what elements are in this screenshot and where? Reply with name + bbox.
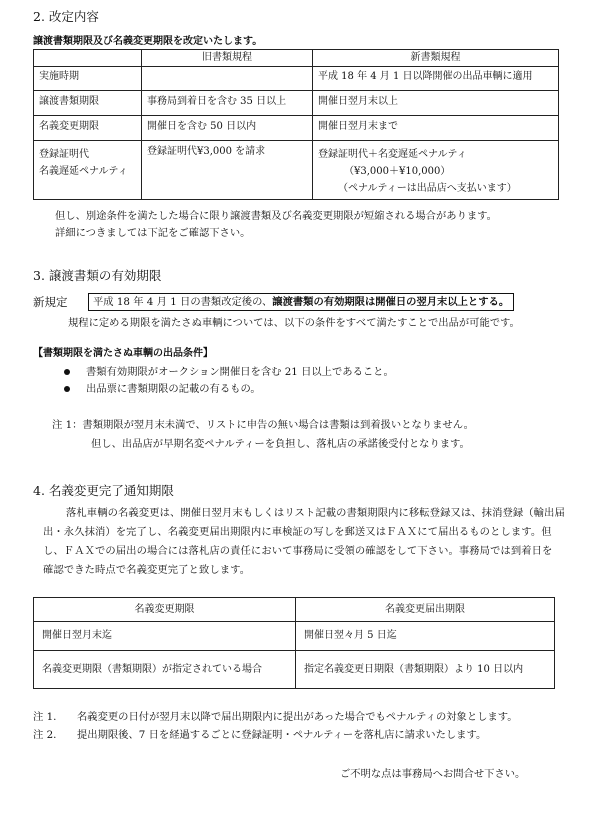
row-label: 登録証明代 (39, 149, 89, 160)
row-new-2: （¥3,000＋¥10,000） (344, 166, 451, 177)
table-row (34, 622, 555, 651)
deadline-table-header-2: 名義変更届出期限 (296, 598, 555, 622)
row-label-2: 名義遅延ペナルティ (39, 166, 128, 177)
section-4-line-4: 確認できた時点で名義変更完了と致します。 (43, 564, 251, 576)
section-4-line-1: 落札車輌の名義変更は、開催日翌月末もしくはリスト記載の書類期限内に移転登録又は、抹消登録（輸出届 (66, 507, 565, 519)
row-new: 平成 18 年 4 月 1 日以降開催の出品車輌に適用 (313, 67, 559, 91)
rule-text: 規程に定める期限を満たさぬ車輌については、以下の条件をすべて満たすことで出品が可能です。 (68, 317, 520, 329)
revision-table-header-empty (34, 50, 142, 67)
section-3-note-2: 但し、出品店が早期名変ペナルティーを負担し、落札店の承諾後受付となります。 (91, 438, 470, 450)
row-old: 登録証明代¥3,000 を請求 (142, 141, 313, 200)
row-old: 事務局到着日を含む 35 日以上 (142, 91, 313, 116)
footer-contact: ご不明な点は事務局へお問合せ下さい。 (340, 768, 526, 780)
section-4-note-1-text: 名義変更の日付が翌月末以降で届出期限内に提出があった場合でもペナルティの対象とします。 (77, 711, 518, 723)
deadline-cell: 開催日翌々月 5 日迄 (296, 622, 555, 651)
section-3-note-1: 注 1：書類期限が翌月末未満で、リストに申告の無い場合は書類は到着扱いとなりません。 (52, 419, 474, 431)
section-2-note-2: 詳細につきましては下記をご確認下さい。 (55, 227, 251, 239)
revision-table-header-old: 旧書類規程 (142, 50, 313, 67)
section-2-note-1: 但し、別途条件を満たした場合に限り譲渡書類及び名義変更期限が短縮される場合があります。 (55, 210, 497, 222)
table-row (34, 116, 559, 141)
condition-item-2: 出品票に書類期限の記載の有るもの。 (86, 383, 261, 395)
condition-title: 【書類期限を満たさぬ車輌の出品条件】 (33, 348, 213, 359)
deadline-cell: 開催日翌月末迄 (34, 622, 296, 651)
deadline-table (33, 597, 555, 689)
section-2-subheading: 譲渡書類期限及び名義変更期限を改定いたします。 (33, 36, 263, 47)
table-row (34, 91, 559, 116)
row-label: 実施時期 (34, 67, 142, 91)
row-new: 登録証明代＋名変遅延ペナルティ (318, 149, 467, 160)
rule-bold: 譲渡書類の有効期限は開催日の翌月末以上とする。 (272, 296, 510, 308)
rule-label: 新規定 (33, 295, 68, 309)
table-row (34, 141, 559, 200)
deadline-table-header-1: 名義変更期限 (34, 598, 296, 622)
table-row (34, 67, 559, 91)
revision-table-header-new: 新書類規程 (313, 50, 559, 67)
section-4-heading: 4. 名義変更完了通知期限 (33, 483, 174, 498)
row-label: 名義変更期限 (34, 116, 142, 141)
row-new-3: （ペナルティーは出品店へ支払います） (338, 183, 517, 194)
bullet-icon (64, 369, 70, 375)
section-4-note-2-label: 注 2. (33, 729, 57, 741)
revision-table (33, 49, 559, 200)
deadline-cell: 指定名義変更日期限（書類期限）より 10 日以内 (296, 651, 555, 689)
row-old (142, 67, 313, 91)
section-4-note-1-label: 注 1. (33, 711, 57, 723)
section-2-heading: 2. 改定内容 (33, 9, 99, 24)
section-4-line-2: 出・永久抹消）を完了し、名義変更届出期限内に車検証の写しを郵送又はＦＡＸにて届出るものとします。但 (43, 526, 552, 538)
section-3-heading: 3. 譲渡書類の有効期限 (33, 268, 162, 283)
table-row (34, 651, 555, 689)
row-new: 開催日翌月末まで (313, 116, 559, 141)
condition-item-1: 書類有効期限がオークション開催日を含む 21 日以上であること。 (86, 366, 394, 378)
section-4-note-2-text: 提出期限後、7 日を経過するごとに登録証明・ペナルティーを落札店に請求いたします。 (77, 729, 487, 741)
rule-box (88, 293, 514, 311)
deadline-cell: 名義変更期限（書類期限）が指定されている場合 (34, 651, 296, 689)
row-old: 開催日を含む 50 日以内 (142, 116, 313, 141)
row-new: 開催日翌月末以上 (313, 91, 559, 116)
row-label: 譲渡書類期限 (34, 91, 142, 116)
bullet-icon (64, 386, 70, 392)
rule-prefix: 平成 18 年 4 月 1 日の書類改定後の、 (93, 296, 273, 308)
section-4-line-3: し、ＦＡＸでの届出の場合には落札店の責任において事務局に受領の確認をして下さい。事務局では到着日を (43, 545, 553, 557)
